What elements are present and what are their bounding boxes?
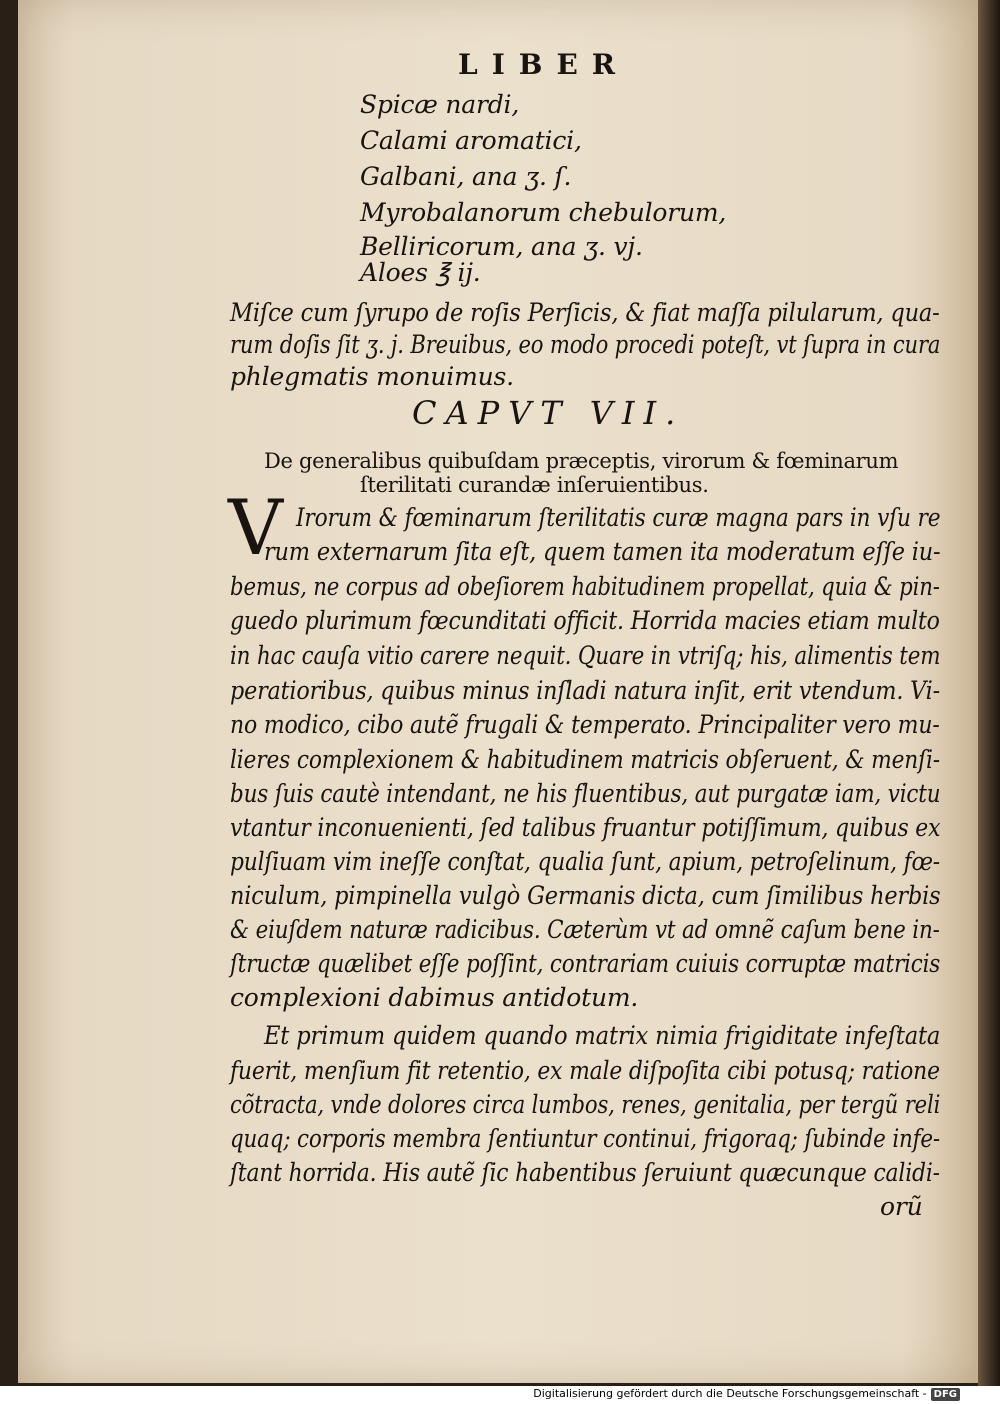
text-line: Miſce cum ſyrupo de roſis Perſicis, & fiat maſſa pilularum, qua- (230, 298, 940, 327)
catchword: orũ (880, 1192, 923, 1221)
text-line: bus ſuis cautè intendant, ne his fluentibus, aut purgatæ iam, victu (230, 779, 941, 808)
recipe-line: Galbani, ana ʒ. ſ. (360, 162, 572, 191)
dfg-logo: DFG (931, 1388, 960, 1401)
drop-cap: V (228, 483, 283, 572)
text-line: complexioni dabimus antidotum. (230, 983, 639, 1012)
running-head: LIBER (458, 48, 630, 81)
page-edge (978, 0, 1000, 1386)
text-line: niculum, pimpinella vulgò Germanis dicta, cum ſimilibus herbis (230, 881, 941, 910)
text-line: phlegmatis monuimus. (230, 362, 514, 391)
text-line: quaq; corporis membra ſentiuntur continui, frigoraq; ſubinde infe- (230, 1124, 940, 1153)
recipe-line: Belliricorum, ana ʒ. vj. (360, 232, 643, 261)
digitization-footer (533, 1387, 960, 1401)
text-line: guedo plurimum fœcunditati officit. Horrida macies etiam multo (230, 606, 940, 635)
text-line: ſtructæ quælibet eſſe poſſint, contrariam cuiuis corruptæ matricis (230, 949, 941, 978)
text-line: pulſiuam vim ineſſe conſtat, qualia ſunt, apium, petroſelinum, fœ- (230, 847, 940, 876)
text-line: in hac cauſa vitio carere nequit. Quare in vtriſq; his, alimentis tem (230, 641, 941, 670)
chapter-title: CAPVT VII. (412, 394, 685, 432)
footer-text: Digitalisierung gefördert durch die Deutsche Forschungsgemeinschaft - (533, 1387, 927, 1400)
text-line: no modico, cibo autẽ frugali & temperato. Principaliter vero mu- (230, 710, 940, 739)
text-line: & eiuſdem naturæ radicibus. Cæterùm vt ad omnẽ caſum bene in- (230, 915, 940, 944)
text-line: ſtant horrida. His autẽ ſic habentibus ſeruiunt quæcunque calidi- (230, 1158, 940, 1187)
recipe-line: Aloes ℥ ij. (360, 258, 481, 287)
text-line: cõtracta, vnde dolores circa lumbos, renes, genitalia, per tergũ reli (230, 1090, 941, 1119)
text-line: vtantur inconuenienti, ſed talibus fruantur potiſſimum, quibus ex (230, 813, 941, 842)
recipe-line: Calami aromatici, (360, 126, 582, 155)
text-line: lieres complexionem & habitudinem matricis obſeruent, & menſi- (230, 745, 940, 774)
text-line: rum externarum ſita eſt, quem tamen ita moderatum eſſe iu- (264, 537, 941, 566)
text-line: rum doſis ſit ʒ. j. Breuibus, eo modo procedi poteſt, vt ſupra in cura (230, 330, 941, 359)
text-line: bemus, ne corpus ad obeſiorem habitudinem propellat, quia & pin- (230, 572, 940, 601)
recipe-line: Myrobalanorum chebulorum, (360, 198, 727, 227)
text-line: Irorum & fœminarum ſterilitatis curæ magna pars in vſu re (296, 503, 941, 532)
recipe-line: Spicæ nardi, (360, 90, 520, 119)
chapter-subtitle: De generalibus quibuſdam præceptis, virorum & fœminarum (264, 449, 899, 473)
text-line: fuerit, menſium fit retentio, ex male diſpoſita cibi potusq; ratione (230, 1056, 940, 1085)
text-line: peratioribus, quibus minus inſladi natura inſit, erit vtendum. Vi- (230, 676, 940, 705)
chapter-subtitle: ſterilitati curandæ inſeruientibus. (360, 473, 709, 497)
text-line: Et primum quidem quando matrix nimia frigiditate infeſtata (264, 1021, 941, 1050)
